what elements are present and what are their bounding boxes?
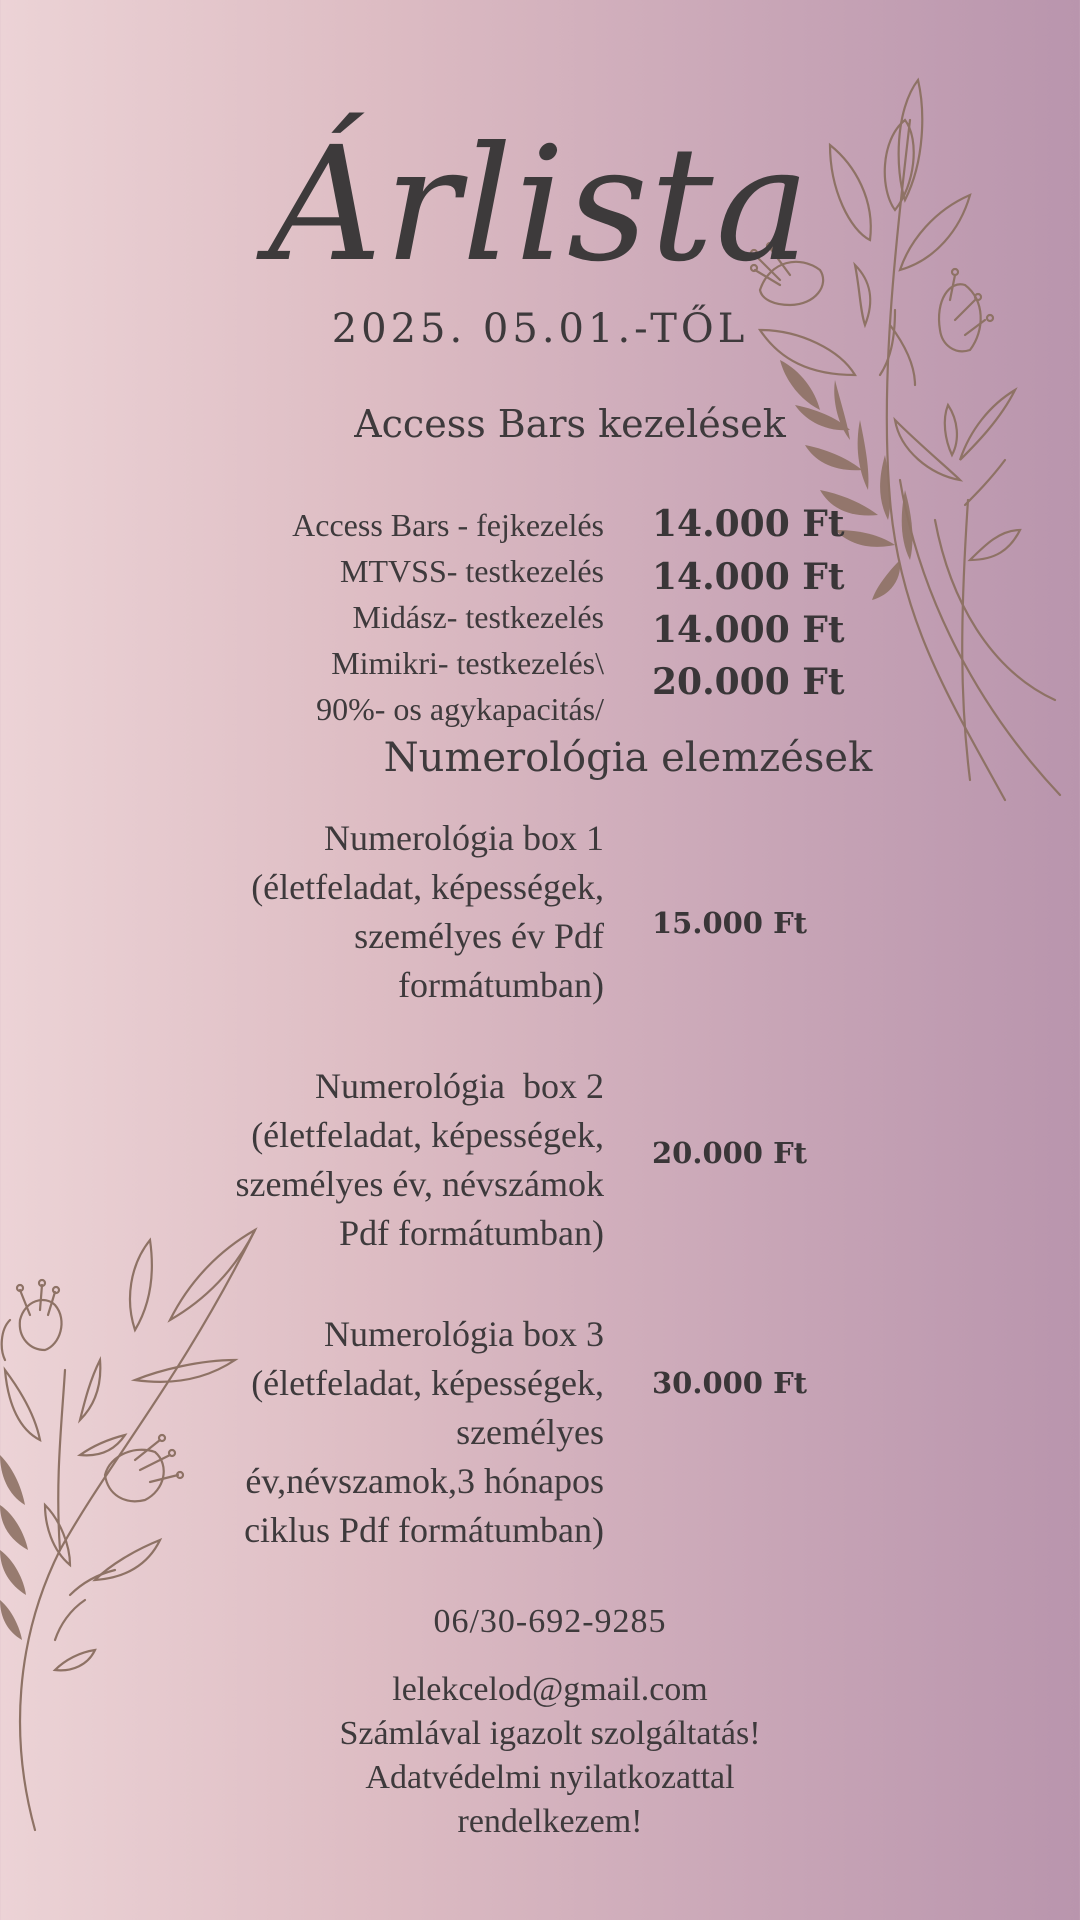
item-label-mimikri-line1: Mimikri- testkezelés\: [331, 645, 604, 681]
numerologia-box-3-description: [134, 1310, 604, 1555]
privacy-note-line2: rendelkezem!: [457, 1803, 643, 1840]
numerologia-box-2-description: [134, 1062, 604, 1258]
item-label-access-bars: Access Bars - fejkezelés: [292, 507, 604, 543]
box-3-line-3: személyes: [456, 1412, 604, 1452]
box-2-line-4: Pdf formátumban): [339, 1213, 604, 1253]
section-heading-numerologia: Numerológia elemzések: [383, 735, 873, 781]
box-1-line-3: személyes év Pdf: [354, 916, 604, 956]
privacy-note-line1: Adatvédelmi nyilatkozattal: [365, 1759, 735, 1796]
box-3-line-1: Numerológia box 3: [324, 1314, 604, 1354]
item-price-mimikri: 20.000 Ft: [652, 661, 845, 703]
phone-number[interactable]: 06/30-692-9285: [433, 1603, 667, 1640]
box-1-line-1: Numerológia box 1: [324, 818, 604, 858]
item-price-access-bars: 14.000 Ft: [652, 503, 845, 545]
numerologia-box-2-price: 20.000 Ft: [652, 1136, 808, 1170]
valid-from-date: 2025. 05.01.-TŐL: [331, 306, 749, 352]
box-3-line-5: ciklus Pdf formátumban): [244, 1510, 604, 1550]
numerologia-box-1-description: [134, 814, 604, 1010]
box-2-line-1: Numerológia box 2: [315, 1066, 604, 1106]
item-label-midasz: Midász- testkezelés: [352, 599, 604, 635]
item-price-midasz: 14.000 Ft: [652, 609, 845, 651]
item-label-mimikri-line2: 90%- os agykapacitás/: [316, 691, 604, 727]
box-2-line-2: (életfeladat, képességek,: [251, 1115, 604, 1155]
numerologia-box-3-price: 30.000 Ft: [652, 1366, 808, 1400]
box-2-line-3: személyes év, névszámok: [235, 1164, 604, 1204]
section-heading-access-bars: Access Bars kezelések: [354, 402, 786, 446]
page-title: Árlista: [268, 113, 812, 297]
email-address[interactable]: lelekcelod@gmail.com: [392, 1671, 708, 1708]
box-3-line-4: év,névszamok,3 hónapos: [245, 1461, 604, 1501]
box-1-line-4: formátumban): [398, 965, 604, 1005]
box-1-line-2: (életfeladat, képességek,: [251, 867, 604, 907]
item-label-mtvss: MTVSS- testkezelés: [340, 553, 604, 589]
invoice-note: Számlával igazolt szolgáltatás!: [339, 1715, 761, 1752]
box-3-line-2: (életfeladat, képességek,: [251, 1363, 604, 1403]
item-price-mtvss: 14.000 Ft: [652, 556, 845, 598]
numerologia-box-1-price: 15.000 Ft: [652, 906, 808, 940]
